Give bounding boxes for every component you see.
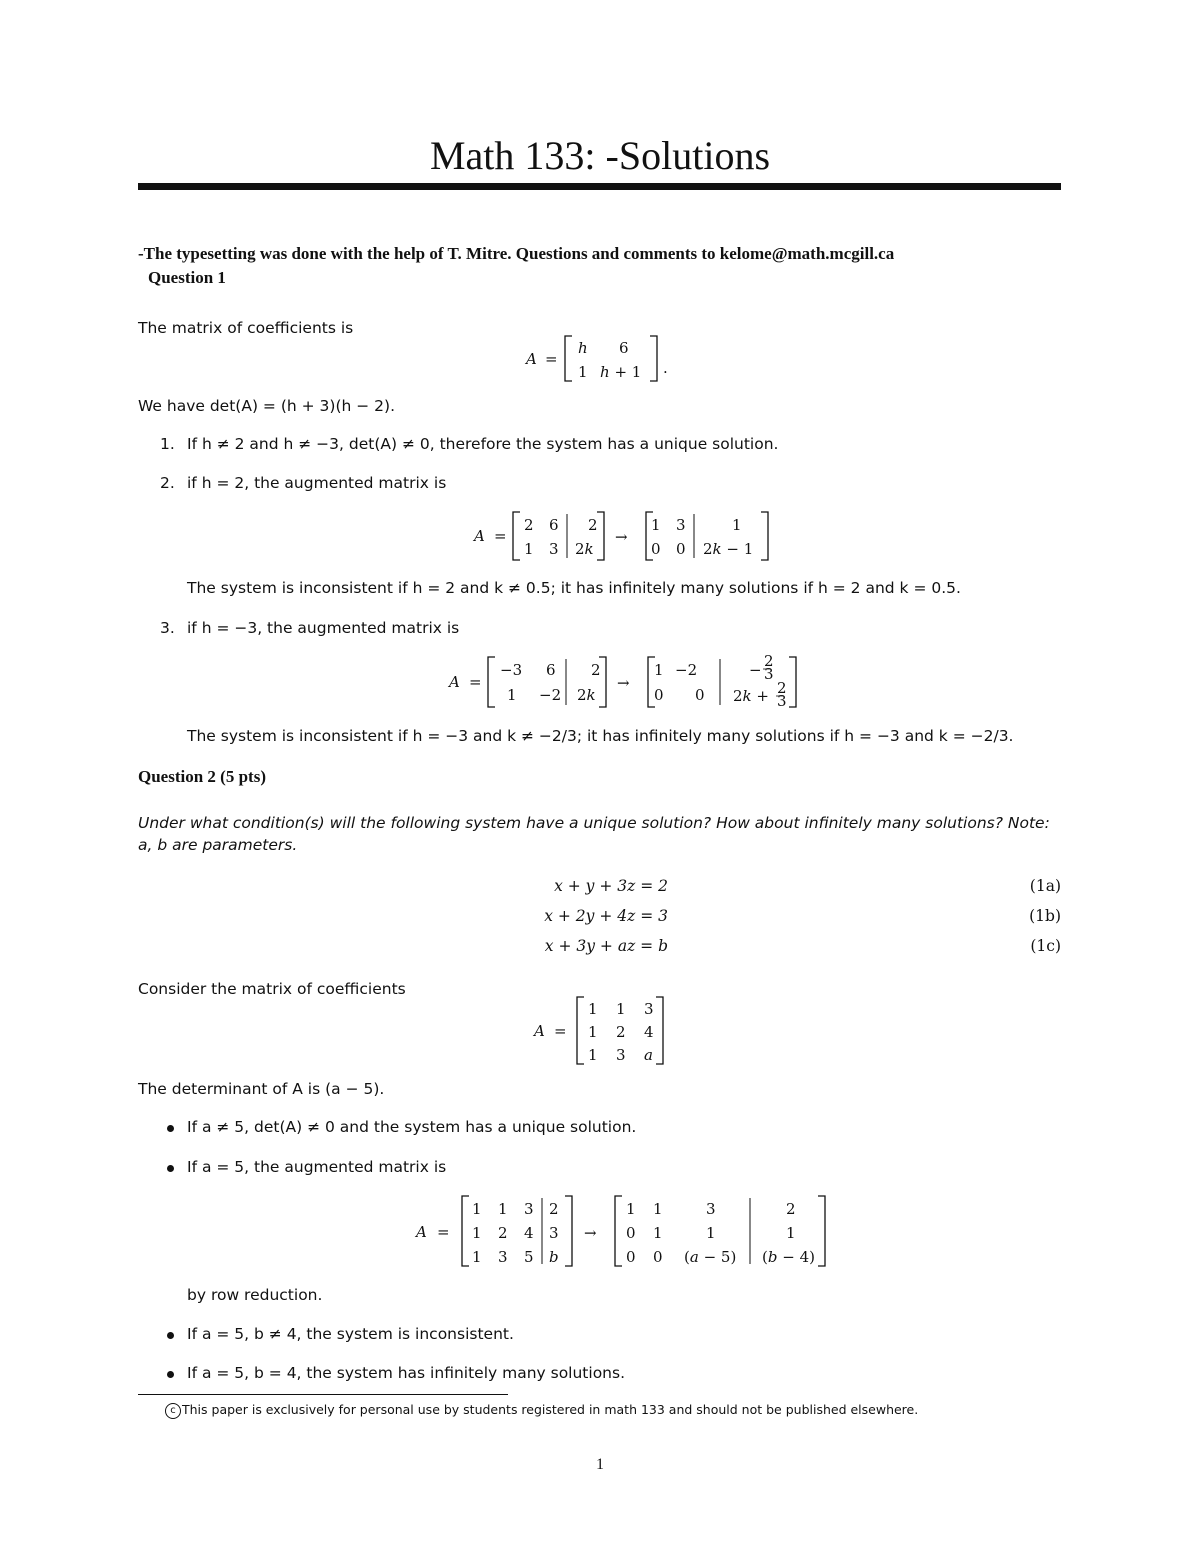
q1-item2-intro: if h = 2, the augmented matrix is <box>187 474 447 492</box>
svg-text:2: 2 <box>786 1200 796 1218</box>
svg-text:A: A <box>416 1223 427 1241</box>
svg-text:6: 6 <box>549 516 559 534</box>
svg-text:0: 0 <box>695 686 705 704</box>
svg-text:2: 2 <box>524 516 534 534</box>
q2-coefficient-matrix <box>528 994 673 1068</box>
svg-text:2: 2 <box>777 679 787 697</box>
equation-1a: x + y + 3z = 2 <box>554 877 668 895</box>
svg-text:1: 1 <box>472 1200 482 1218</box>
svg-text:3: 3 <box>777 692 787 710</box>
svg-text:1: 1 <box>616 1000 626 1018</box>
svg-text:1: 1 <box>588 1023 598 1041</box>
svg-text:2k − 1: 2k − 1 <box>703 540 754 558</box>
svg-text:A: A <box>534 1022 545 1040</box>
svg-text:(b − 4): (b − 4) <box>762 1248 815 1266</box>
page-number: 1 <box>596 1456 604 1473</box>
svg-text:−3: −3 <box>500 661 523 679</box>
q1-item3-intro: if h = −3, the augmented matrix is <box>187 619 460 637</box>
svg-text:0: 0 <box>651 540 661 558</box>
svg-text:a: a <box>644 1046 653 1064</box>
svg-text:→: → <box>584 1224 597 1242</box>
svg-text:2: 2 <box>498 1224 508 1242</box>
equation-1b: x + 2y + 4z = 3 <box>544 907 668 925</box>
svg-text:1: 1 <box>472 1224 482 1242</box>
q1-item1: If h ≠ 2 and h ≠ −3, det(A) ≠ 0, therefore the system has a unique solution. <box>187 435 779 453</box>
title-rule <box>138 183 1061 190</box>
svg-text:3: 3 <box>616 1046 626 1064</box>
svg-text:1: 1 <box>524 540 534 558</box>
svg-text:1: 1 <box>578 363 588 381</box>
q1-item1-number: 1. <box>160 435 175 453</box>
equation-1b-tag: (1b) <box>1029 907 1061 925</box>
svg-text:1: 1 <box>588 1046 598 1064</box>
q1-item2-conclusion: The system is inconsistent if h = 2 and k ≠ 0.5; it has infinitely many solutions if h = 2 and k = 0.5. <box>187 579 961 597</box>
svg-text:3: 3 <box>676 516 686 534</box>
q2-bullet3: If a = 5, b ≠ 4, the system is inconsistent. <box>187 1325 514 1343</box>
q1-det-line: We have det(A) = (h + 3)(h − 2). <box>138 397 395 415</box>
equation-1c: x + 3y + az = b <box>544 937 668 955</box>
svg-text:1: 1 <box>588 1000 598 1018</box>
bullet-marker <box>167 1371 174 1378</box>
footnote <box>165 1402 918 1419</box>
svg-text:3: 3 <box>644 1000 654 1018</box>
q1-item2-number: 2. <box>160 474 175 492</box>
q1-item2-augmented-matrix <box>470 508 790 564</box>
question-1-heading: Question 1 <box>148 268 226 287</box>
svg-text:0: 0 <box>676 540 686 558</box>
svg-text:2: 2 <box>591 661 601 679</box>
svg-text:3: 3 <box>524 1200 534 1218</box>
svg-text:2k: 2k <box>575 540 594 558</box>
svg-text:0: 0 <box>653 1248 663 1266</box>
svg-text:0: 0 <box>626 1224 636 1242</box>
svg-text:3: 3 <box>498 1248 508 1266</box>
svg-text:3: 3 <box>764 665 774 683</box>
svg-text:6: 6 <box>619 339 629 357</box>
svg-text:6: 6 <box>546 661 556 679</box>
svg-text:1: 1 <box>626 1200 636 1218</box>
svg-text:1: 1 <box>472 1248 482 1266</box>
svg-text:→: → <box>615 528 628 546</box>
svg-text:0: 0 <box>626 1248 636 1266</box>
q2-row-reduction: by row reduction. <box>187 1286 323 1304</box>
svg-text:1: 1 <box>653 1200 663 1218</box>
svg-text:2: 2 <box>616 1023 626 1041</box>
bullet-marker <box>167 1332 174 1339</box>
svg-text:3: 3 <box>549 540 559 558</box>
svg-text:1: 1 <box>498 1200 508 1218</box>
svg-text:3: 3 <box>549 1224 559 1242</box>
svg-text:1: 1 <box>786 1224 796 1242</box>
svg-text:=: = <box>545 350 558 368</box>
svg-text:1: 1 <box>653 1224 663 1242</box>
q2-prompt-line1: Under what condition(s) will the following system have a unique solution? How about infinitely many solutions? Note: <box>138 814 1050 832</box>
q1-item3-conclusion: The system is inconsistent if h = −3 and k ≠ −2/3; it has infinitely many solutions if h = −3 and k = −2/3. <box>187 727 1014 745</box>
svg-text:1: 1 <box>654 661 664 679</box>
svg-text:.: . <box>663 359 668 377</box>
svg-text:2: 2 <box>588 516 598 534</box>
svg-text:(a − 5): (a − 5) <box>684 1248 737 1266</box>
q1-item3-augmented-matrix <box>445 653 815 711</box>
svg-text:0: 0 <box>654 686 664 704</box>
svg-text:4: 4 <box>524 1224 534 1242</box>
q2-bullet2: If a = 5, the augmented matrix is <box>187 1158 447 1176</box>
q2-augmented-matrix <box>412 1192 837 1272</box>
svg-text:1: 1 <box>507 686 517 704</box>
svg-text:2: 2 <box>764 653 774 670</box>
svg-text:=: = <box>469 673 482 691</box>
svg-text:1: 1 <box>651 516 661 534</box>
svg-text:A: A <box>474 527 485 545</box>
svg-text:h: h <box>578 339 588 357</box>
page-title: Math 133: -Solutions <box>429 133 771 178</box>
svg-text:=: = <box>437 1223 450 1241</box>
q1-coeff-intro: The matrix of coefficients is <box>138 319 354 337</box>
equation-1c-tag: (1c) <box>1030 937 1061 955</box>
q2-coeff-intro: Consider the matrix of coefficients <box>138 980 406 998</box>
q2-bullet1: If a ≠ 5, det(A) ≠ 0 and the system has a unique solution. <box>187 1118 637 1136</box>
equation-1a-tag: (1a) <box>1029 877 1061 895</box>
q1-item3-number: 3. <box>160 619 175 637</box>
svg-text:A: A <box>526 350 537 368</box>
copyright-icon: c <box>165 1403 181 1419</box>
svg-text:2k: 2k <box>577 686 596 704</box>
svg-text:1: 1 <box>706 1224 716 1242</box>
svg-text:b: b <box>549 1248 559 1266</box>
q2-det-line: The determinant of A is (a − 5). <box>138 1080 385 1098</box>
svg-text:=: = <box>554 1022 567 1040</box>
svg-text:4: 4 <box>644 1023 654 1041</box>
bullet-marker <box>167 1165 174 1172</box>
svg-text:1: 1 <box>732 516 742 534</box>
q2-bullet4: If a = 5, b = 4, the system has infinitely many solutions. <box>187 1364 626 1382</box>
svg-text:A: A <box>449 673 460 691</box>
svg-text:5: 5 <box>524 1248 534 1266</box>
svg-text:→: → <box>617 674 630 692</box>
q2-prompt-line2: a, b are parameters. <box>138 836 298 854</box>
svg-text:3: 3 <box>706 1200 716 1218</box>
footnote-text: This paper is exclusively for personal use by students registered in math 133 and should not be published elsewhere. <box>182 1402 919 1417</box>
question-2-heading: Question 2 (5 pts) <box>138 767 266 786</box>
svg-text:2: 2 <box>549 1200 559 1218</box>
q1-coefficient-matrix <box>520 333 680 385</box>
svg-text:2k +: 2k + <box>733 687 769 705</box>
svg-text:−2: −2 <box>675 661 698 679</box>
svg-text:h + 1: h + 1 <box>600 363 642 381</box>
intro-text: -The typesetting was done with the help of T. Mitre. Questions and comments to kelome@math.mcgill.ca <box>138 244 895 263</box>
footnote-rule <box>138 1394 508 1395</box>
svg-text:=: = <box>494 527 507 545</box>
svg-text:−2: −2 <box>539 686 562 704</box>
svg-text:−: − <box>749 661 762 679</box>
bullet-marker <box>167 1125 174 1132</box>
